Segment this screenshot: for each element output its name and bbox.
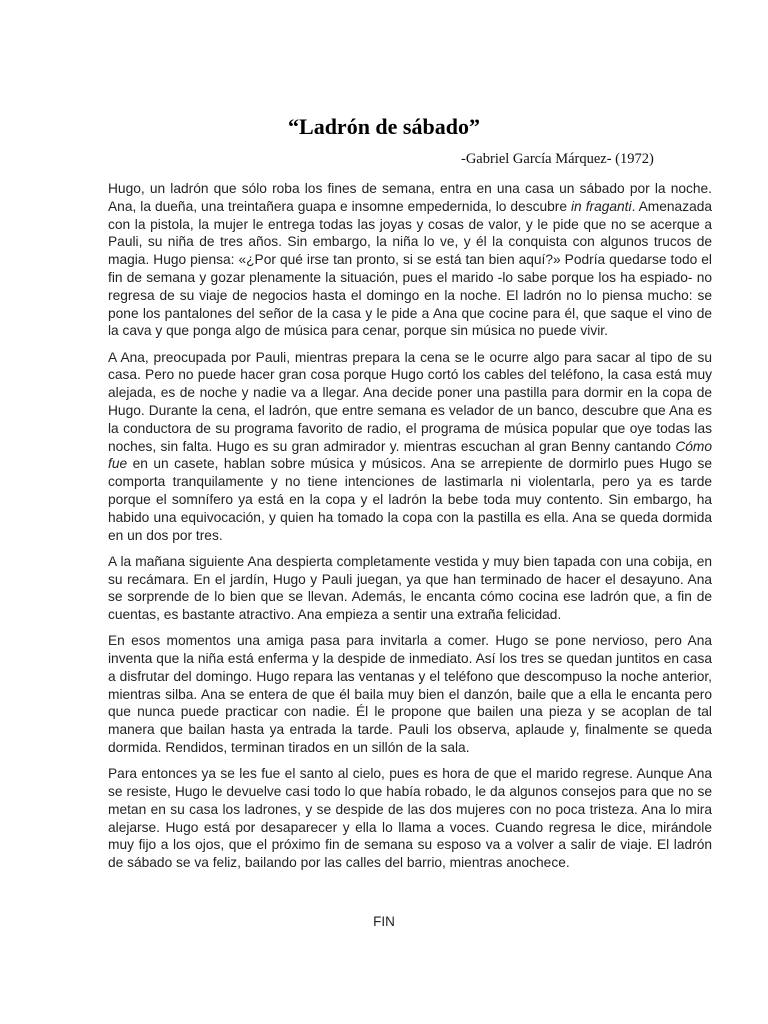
paragraph-2-text-a: A Ana, preocupada por Pauli, mientras prepara la cena se le ocurre algo para sacar al tipo de su casa. Pero no puede hacer gran cosa porque Hugo cortó los cables del teléfono, la casa está muy alejada, es de noche y nadie va a llegar. Ana decide poner una pastilla para dormir en la copa de Hugo. Durante la cena, el ladrón, que entre semana es velador de un banco, descubre que Ana es la conductora de su programa favorito de radio, el programa de música popular que oye todas las noches, sin falta. Hugo es su gran admirador y. mientras escuchan al gran Benny cantando (108, 349, 712, 454)
paragraph-4: En esos momentos una amiga pasa para invitarla a comer. Hugo se pone nervioso, pero Ana inventa que la niña está enferma y la despide de inmediato. Así los tres se quedan juntitos en casa a disfrutar del domingo. Hugo repara las ventanas y el teléfono que descompuso la noche anterior, mientras silba. Ana se entera de que él baila muy bien el danzón, baile que a ella le encanta pero que nunca puede practicar con nadie. Él le propone que bailen una pieza y se acoplan de tal manera que bailan hasta ya entrada la tarde. Pauli los observa, aplaude y, finalmente se queda dormida. Rendidos, terminan tirados en un sillón de la sala. (108, 633, 712, 756)
paragraph-1-text-b: . Amenazada con la pistola, la mujer le entrega todas las joyas y cosas de valor, y le pide que no se acerque a Pauli, su niña de tres años. Sin embargo, la niña lo ve, y él la conquista con algunos trucos de magia. Hugo piensa: «¿Por qué irse tan pronto, si se está tan bien aquí?» Podría quedarse todo el fin de semana y gozar plenamente la situación, pues el marido -lo sabe porque los ha espiado- no regresa de su viaje de negocios hasta el domingo en la noche. El ladrón no lo piensa mucho: se pone los pantalones del señor de la casa y le pide a Ana que cocine para él, que saque el vino de la cava y que ponga algo de música para cenar, porque sin música no puede vivir. (108, 198, 713, 339)
paragraph-5: Para entonces ya se les fue el santo al cielo, pues es hora de que el marido regrese. Aunque Ana se resiste, Hugo le devuelve casi todo lo que había robado, le da algunos consejos para que no se metan en su casa los ladrones, y se despide de las dos mujeres con no poca tristeza. Ana lo mira alejarse. Hugo está por desaparecer y ella lo llama a voces. Cuando regresa le dice, mirándole muy fijo a los ojos, que el próximo fin de semana su esposo va a volver a salir de viaje. El ladrón de sábado se va feliz, bailando por las calles del barrio, mientras anochece. (108, 766, 712, 871)
paragraph-1-italic: in fraganti (570, 198, 632, 214)
end-mark: FIN (373, 914, 395, 929)
paragraph-1 (108, 180, 712, 340)
story-body (108, 180, 712, 880)
paragraph-2-italic: Cómo fue (108, 438, 712, 472)
paragraph-2 (108, 349, 712, 545)
paragraph-1-text-a: Hugo, un ladrón que sólo roba los fines de semana, entra en una casa un sábado por la noche. Ana, la dueña, una treintañera guapa e insomne empedernida, lo descubre (108, 181, 712, 214)
paragraph-3: A la mañana siguiente Ana despierta completamente vestida y muy bien tapada con una cobija, en su recámara. En el jardín, Hugo y Pauli juegan, ya que han terminado de hacer el desayuno. Ana se sorprende de lo bien que se llevan. Además, le encanta cómo cocina ese ladrón que, a fin de cuentas, es bastante atractivo. Ana empieza a sentir una extraña felicidad. (108, 553, 712, 623)
document-title: “Ladrón de sábado” (288, 114, 480, 139)
author-line: -Gabriel García Márquez- (1972) (461, 151, 654, 167)
paragraph-2-text-b: en un casete, hablan sobre música y músicos. Ana se arrepiente de dormirlo pues Hugo se comporta tranquilamente y no tiene intenciones de lastimarla ni violentarla, pero ya es tarde porque el somnífero ya está en la copa y el ladrón la bebe toda muy contento. Sin embargo, ha habido una equivocación, y quien ha tomado la copa con la pastilla es ella. Ana se queda dormida en un dos por tres. (108, 456, 712, 543)
